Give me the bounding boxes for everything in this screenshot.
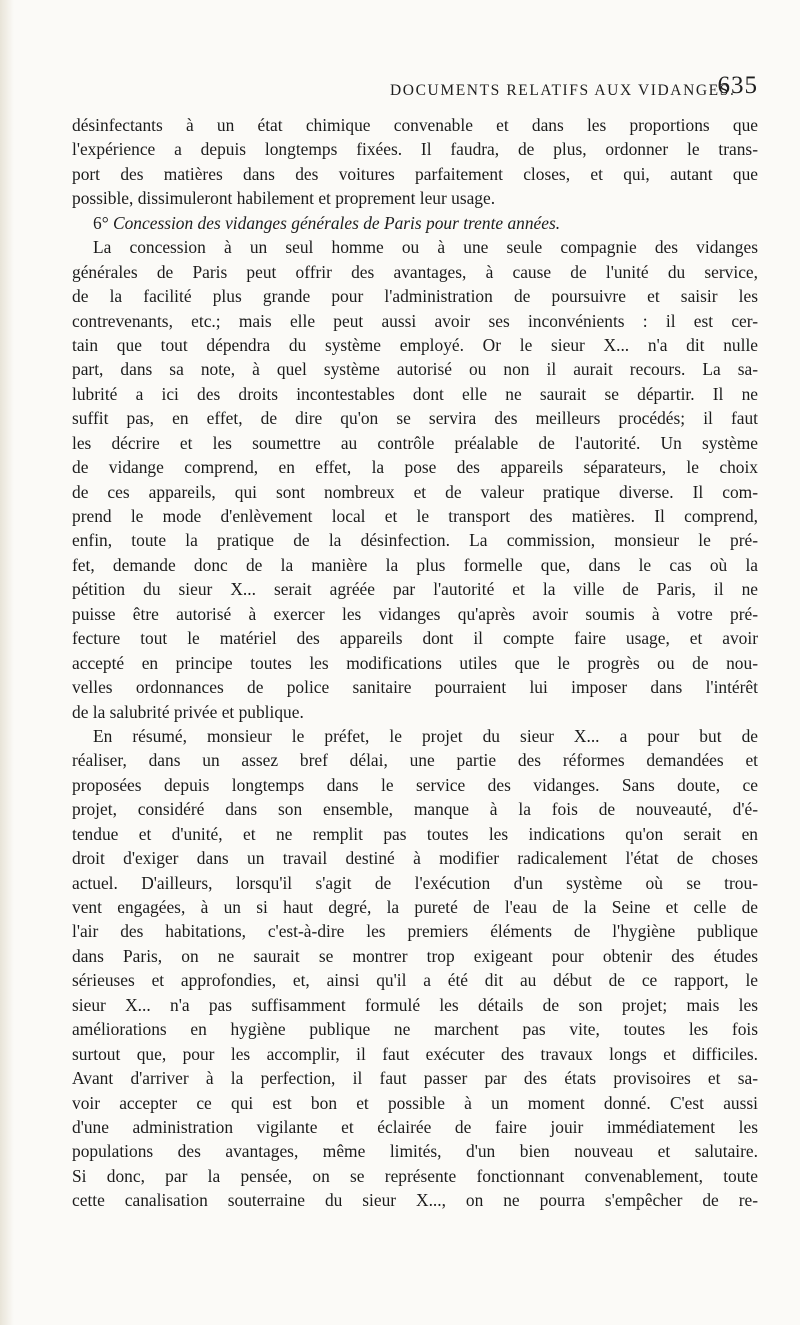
text-line: de vidange comprend, en effet, la pose des appareils séparateurs, le choix: [72, 457, 758, 478]
text-line: pétition du sieur X... serait agréée par l'autorité et la ville de Paris, il ne: [72, 579, 758, 600]
text-line: port des matières dans des voitures parfaitement closes, et qui, autant que: [72, 163, 758, 184]
text-line: surtout que, pour les accomplir, il faut exécuter des travaux longs et difficiles.: [72, 1043, 758, 1064]
text-line: La concession à un seul homme ou à une seule compagnie des vidanges: [93, 237, 758, 258]
text-line: part, dans sa note, à quel système autorisé ou non il aurait recours. La sa-: [72, 359, 758, 380]
text-line: cette canalisation souterraine du sieur X..., on ne pourra s'empêcher de re-: [72, 1190, 758, 1211]
page-number: 635: [717, 72, 758, 99]
text-line: suffit pas, en effet, de dire qu'on se servira des meilleurs procédés; il faut: [72, 408, 758, 429]
running-head: [72, 72, 758, 108]
text-line: de ces appareils, qui sont nombreux et de valeur pratique diverse. Il com-: [72, 481, 758, 502]
text-line: vent engagées, à un si haut degré, la pureté de l'eau de la Seine et celle de: [72, 897, 758, 917]
text-line: générales de Paris peut offrir des avantages, à cause de l'unité du service,: [72, 261, 758, 282]
text-line: l'air des habitations, c'est-à-dire les premiers éléments de l'hygiène publique: [72, 921, 758, 942]
text-line: sérieuses et approfondies, et, ainsi qu'il a été dit au début de ce rapport, le: [72, 970, 758, 991]
text-line: actuel. D'ailleurs, lorsqu'il s'agit de l'exécution d'un système où se trou-: [72, 872, 758, 893]
text-line: projet, considéré dans son ensemble, manque à la fois de nouveauté, d'é-: [72, 799, 758, 820]
text-line: de la salubrité privée et publique.: [72, 701, 304, 722]
text-line: velles ordonnances de police sanitaire pourraient lui imposer dans l'intérêt: [72, 677, 758, 698]
section-number: 6°: [93, 212, 109, 233]
text-line: tendue et d'unité, et ne remplit pas toutes les indications qu'on serait en: [72, 823, 758, 844]
text-line: droit d'exiger dans un travail destiné à modifier radicalement l'état de choses: [72, 848, 758, 869]
text-line: puisse être autorisé à exercer les vidanges qu'après avoir soumis à votre pré-: [72, 603, 758, 624]
text-line: contrevenants, etc.; mais elle peut aussi avoir ses inconvénients : il est cer-: [72, 310, 758, 331]
text-line: possible, dissimuleront habilement et proprement leur usage.: [72, 188, 496, 209]
text-line: réaliser, dans un assez bref délai, une partie des réformes demandées et: [72, 750, 758, 771]
text-line: proposées depuis longtemps dans le service des vidanges. Sans doute, ce: [72, 774, 758, 795]
text-line: populations des avantages, même limités, d'un bien nouveau et salutaire.: [72, 1141, 758, 1162]
text-line: lubrité a ici des droits incontestables dont elle ne saurait se départir. Il ne: [72, 383, 758, 404]
body-text: [72, 113, 758, 1213]
text-line: enfin, toute la pratique de la désinfection. La commission, monsieur le pré-: [72, 530, 758, 551]
text-line: En résumé, monsieur le préfet, le projet du sieur X... a pour but de: [93, 725, 758, 746]
text-line: Si donc, par la pensée, on se représente fonctionnant convenablement, toute: [72, 1165, 758, 1186]
text-line: fet, demande donc de la manière la plus formelle que, dans le cas où la: [72, 554, 758, 575]
text-line: voir accepter ce qui est bon et possible à un moment donné. C'est aussi: [72, 1092, 758, 1113]
text-line: l'expérience a depuis longtemps fixées. Il faudra, de plus, ordonner le trans-: [72, 139, 758, 160]
section-title: Concession des vidanges générales de Paris pour trente années.: [113, 212, 561, 233]
text-line: les décrire et les soumettre au contrôle préalable de l'autorité. Un système: [72, 432, 758, 453]
text-line: désinfectants à un état chimique convenable et dans les proportions que: [72, 115, 758, 135]
running-title: DOCUMENTS RELATIFS AUX VIDANGES.: [390, 82, 736, 99]
text-line: dans Paris, on ne saurait se montrer trop exigeant pour obtenir des études: [72, 945, 758, 966]
section-heading: [72, 211, 758, 235]
text-line: tain que tout dépendra du système employé. Or le sieur X... n'a dit nulle: [72, 334, 758, 355]
page-gutter-shadow: [0, 0, 14, 1325]
text-line: améliorations en hygiène publique ne marchent pas vite, toutes les fois: [72, 1019, 758, 1040]
text-line: d'une administration vigilante et éclairée de faire jouir immédiatement les: [72, 1116, 758, 1137]
text-line: accepté en principe toutes les modifications utiles que le progrès ou de nou-: [72, 652, 758, 673]
text-line: prend le mode d'enlèvement local et le transport des matières. Il comprend,: [72, 506, 758, 526]
text-line: de la facilité plus grande pour l'administration de poursuivre et saisir les: [72, 286, 758, 307]
text-line: Avant d'arriver à la perfection, il faut passer par des états provisoires et sa-: [72, 1068, 758, 1089]
text-line: sieur X... n'a pas suffisamment formulé les détails de son projet; mais les: [72, 994, 758, 1015]
text-line: fecture tout le matériel des appareils dont il compte faire usage, et avoir: [72, 628, 758, 649]
